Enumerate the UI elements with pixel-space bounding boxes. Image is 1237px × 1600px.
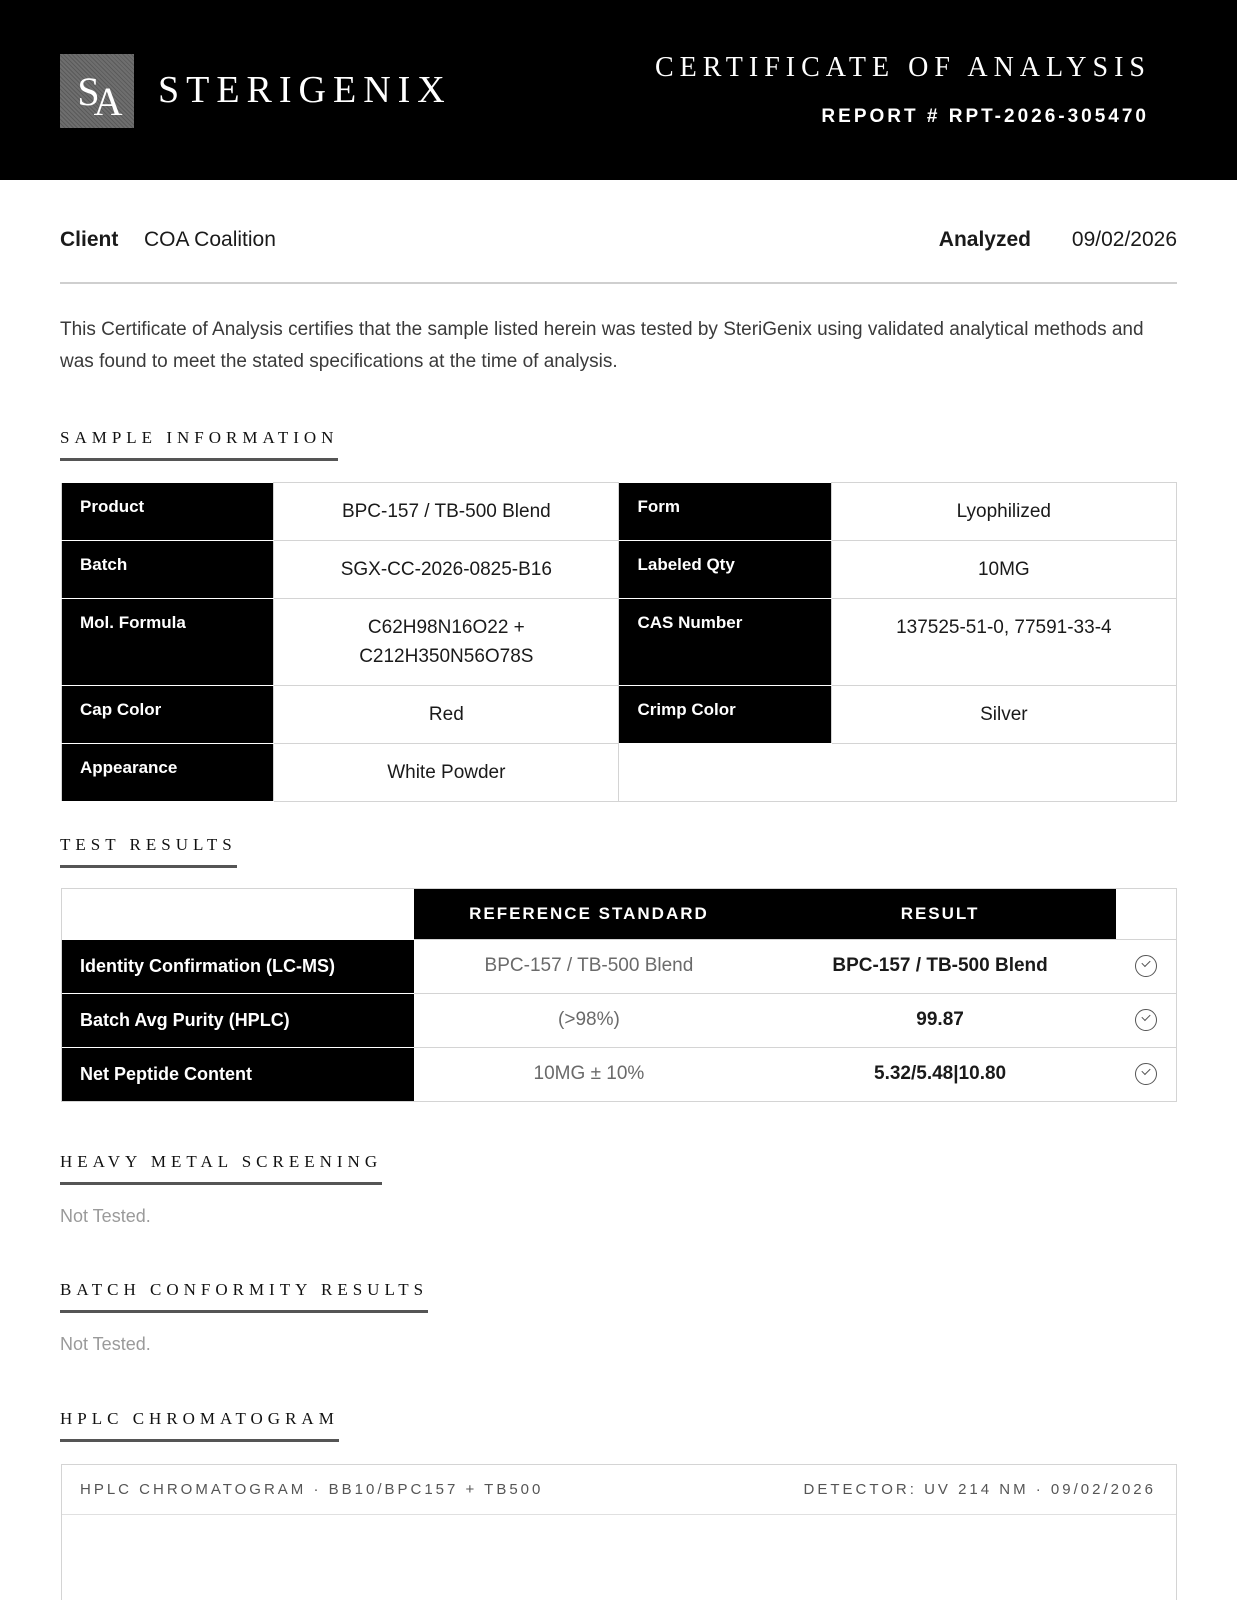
- test-label: Net Peptide Content: [62, 1047, 414, 1101]
- logo-monogram: SA: [77, 68, 117, 124]
- field-label: Mol. Formula: [62, 599, 274, 686]
- table-row: [62, 483, 1177, 541]
- analyzed-date: 09/02/2026: [1071, 228, 1177, 251]
- table-row: [62, 744, 1177, 802]
- empty-cell: [619, 744, 1177, 802]
- check-circle-icon: [1135, 955, 1157, 977]
- field-label: Batch: [62, 541, 274, 599]
- section-title-sample-information: SAMPLE INFORMATION: [60, 428, 338, 461]
- field-label: Product: [62, 483, 274, 541]
- table-row: [62, 599, 1177, 686]
- client-label: Client: [60, 228, 119, 251]
- report-number: REPORT # RPT-2026-305470: [821, 106, 1149, 127]
- report-header: [0, 0, 1237, 180]
- test-reference: (>98%): [414, 993, 765, 1047]
- check-circle-icon: [1135, 1063, 1157, 1085]
- batch-conformity-status: Not Tested.: [60, 1334, 151, 1354]
- test-label: Batch Avg Purity (HPLC): [62, 993, 414, 1047]
- chromatogram-header: [62, 1465, 1176, 1515]
- mol-formula-line-1: C62H98N16O22 +: [367, 617, 525, 638]
- section-title-heavy-metal: HEAVY METAL SCREENING: [60, 1152, 382, 1185]
- section-title-hplc: HPLC CHROMATOGRAM: [60, 1409, 339, 1442]
- heavy-metal-status: Not Tested.: [60, 1206, 151, 1226]
- test-result: 99.87: [764, 993, 1116, 1047]
- test-result: BPC-157 / TB-500 Blend: [764, 939, 1116, 993]
- brand-logo: [60, 54, 134, 128]
- cap-color-value: Red: [274, 686, 619, 744]
- column-header-reference: REFERENCE STANDARD: [414, 889, 765, 939]
- test-result: 5.32/5.48|10.80: [764, 1047, 1116, 1101]
- chromatogram-sample: HPLC CHROMATOGRAM · BB10/BPC157 + TB500: [80, 1481, 544, 1498]
- column-header-result: RESULT: [764, 889, 1116, 939]
- client-row: [60, 228, 1177, 258]
- field-label: Appearance: [62, 744, 274, 802]
- table-row: [62, 541, 1177, 599]
- test-reference: 10MG ± 10%: [414, 1047, 765, 1101]
- section-title-test-results: TEST RESULTS: [60, 835, 237, 868]
- check-circle-icon: [1135, 1009, 1157, 1031]
- test-reference: BPC-157 / TB-500 Blend: [414, 939, 765, 993]
- header-spacer: [62, 889, 414, 939]
- product-value: BPC-157 / TB-500 Blend: [274, 483, 619, 541]
- intro-statement: This Certificate of Analysis certifies that the sample listed herein was tested by SteriGenix using validated analytical methods and was found to meet the stated specifications at the time of analysis.: [60, 319, 1144, 372]
- test-results-table: [61, 888, 1177, 1102]
- header-spacer: [1116, 889, 1176, 939]
- mol-formula-line-2: C212H350N56O78S: [359, 646, 534, 667]
- field-label: Crimp Color: [619, 686, 831, 744]
- chromatogram-detector: DETECTOR: UV 214 NM · 09/02/2026: [803, 1481, 1156, 1498]
- appearance-value: White Powder: [274, 744, 619, 802]
- field-label: Cap Color: [62, 686, 274, 744]
- section-title-batch-conformity: BATCH CONFORMITY RESULTS: [60, 1280, 428, 1313]
- cas-number-value: 137525-51-0, 77591-33-4: [831, 599, 1176, 686]
- certificate-title: CERTIFICATE OF ANALYSIS: [655, 52, 1151, 83]
- field-label: Labeled Qty: [619, 541, 831, 599]
- mol-formula-value: [274, 599, 619, 686]
- form-value: Lyophilized: [831, 483, 1176, 541]
- table-row: [62, 939, 1176, 993]
- divider: [60, 282, 1177, 284]
- sample-information-table: [61, 482, 1177, 802]
- crimp-color-value: Silver: [831, 686, 1176, 744]
- test-label: Identity Confirmation (LC-MS): [62, 939, 414, 993]
- hplc-chromatogram-panel: [61, 1464, 1177, 1600]
- analyzed-label: Analyzed: [938, 228, 1031, 251]
- table-row: [62, 1047, 1176, 1101]
- labeled-qty-value: 10MG: [831, 541, 1176, 599]
- table-header-row: [62, 889, 1176, 939]
- table-row: [62, 686, 1177, 744]
- field-label: Form: [619, 483, 831, 541]
- client-value: COA Coalition: [144, 228, 276, 251]
- batch-value: SGX-CC-2026-0825-B16: [274, 541, 619, 599]
- brand-name: STERIGENIX: [158, 69, 452, 111]
- table-row: [62, 993, 1176, 1047]
- field-label: CAS Number: [619, 599, 831, 686]
